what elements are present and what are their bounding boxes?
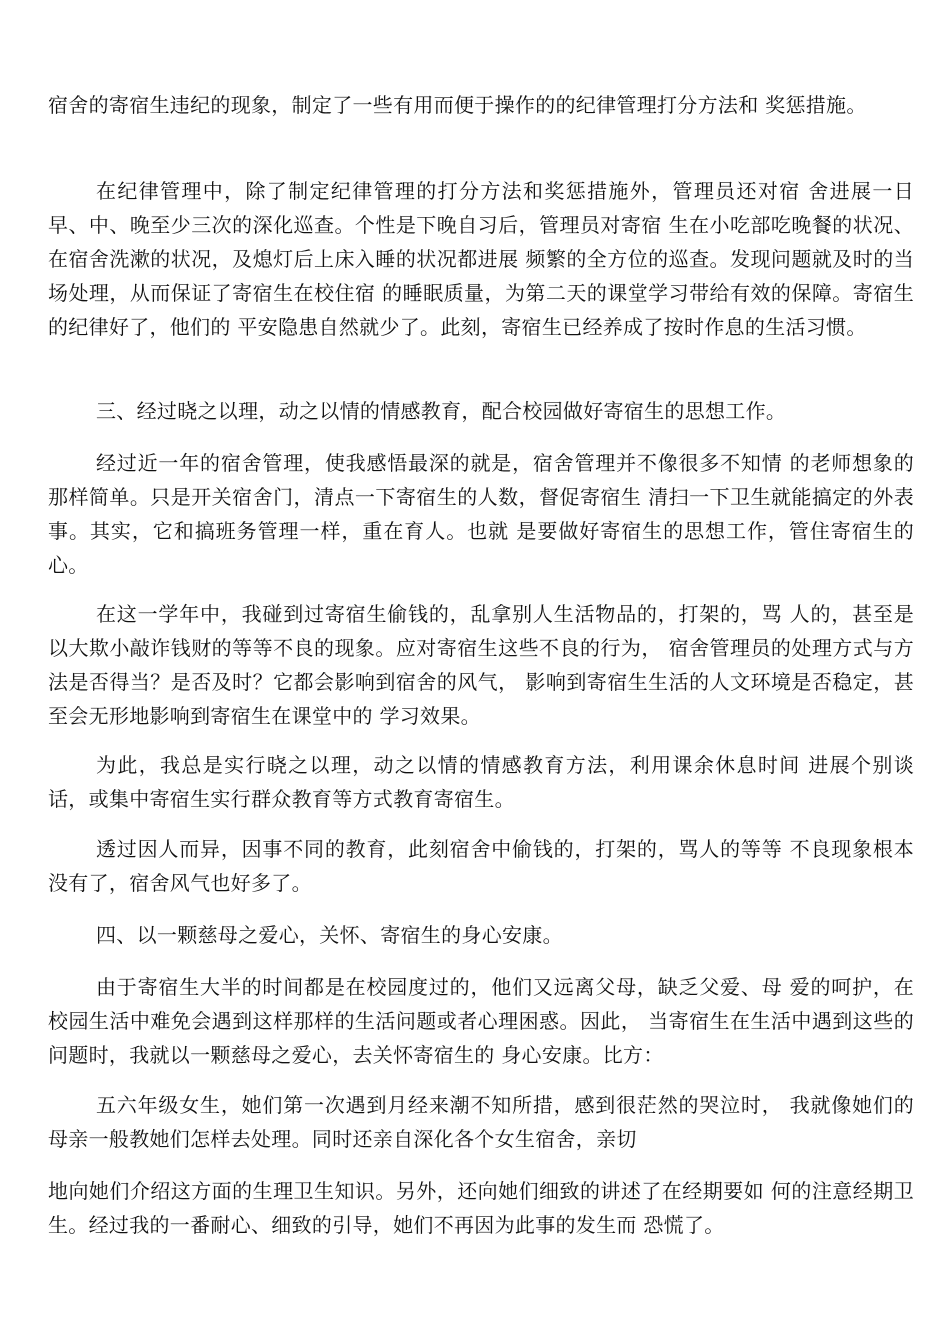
paragraph-hygiene-guidance: 地向她们介绍这方面的生理卫生知识。另外，还向她们细致的讲述了在经期要如 何的注意经期卫生。经过我的一番耐心、细致的引导，她们不再因为此事的发生而 恐慌了。 (48, 1179, 914, 1237)
paragraph-management-insight: 经过近一年的宿舍管理，使我感悟最深的就是，宿舍管理并不像很多不知情 的老师想象的那样简单。只是开关宿舍门，清点一下寄宿生的人数，督促寄宿生 清扫一下卫生就能搞定的外表事。其实，它和搞班务管理一样，重在育人。也就 是要做好寄宿生的思想工作，管住寄宿生的心。 (48, 451, 914, 577)
paragraph-education-method: 为此，我总是实行晓之以理，动之以情的情感教育方法，利用课余休息时间 进展个别谈话，或集中寄宿生实行群众教育等方式教育寄宿生。 (48, 753, 914, 811)
heading-section-four: 四、以一颗慈母之爱心，关怀、寄宿生的身心安康。 (96, 923, 563, 947)
paragraph-discipline-patrol: 在纪律管理中，除了制定纪律管理的打分方法和奖惩措施外，管理员还对宿 舍进展一日早、中、晚至少三次的深化巡查。个性是下晚自习后，管理员对寄宿 生在小吃部吃晚餐的状况、在宿舍洗漱的状况，及熄灯后上床入睡的状况都进展 频繁的全方位的巡查。发现问题就及时的当场处理，从而保证了寄宿生在校住宿 的睡眠质量，为第二天的课堂学习带给有效的保障。寄宿生的纪律好了，他们的 平安隐患自然就少了。此刻，寄宿生已经养成了按时作息的生活习惯。 (48, 179, 914, 339)
paragraph-girls-example: 五六年级女生，她们第一次遇到月经来潮不知所措，感到很茫然的哭泣时， 我就像她们的母亲一般教她们怎样去处理。同时还亲自深化各个女生宿舍，亲切 (48, 1093, 914, 1151)
heading-section-three: 三、经过晓之以理，动之以情的情感教育，配合校园做好寄宿生的思想工作。 (96, 399, 787, 423)
paragraph-education-result: 透过因人而异，因事不同的教育，此刻宿舍中偷钱的，打架的，骂人的等等 不良现象根本没有了，宿舍风气也好多了。 (48, 837, 914, 895)
paragraph-motherly-care: 由于寄宿生大半的时间都是在校园度过的，他们又远离父母，缺乏父爱、母 爱的呵护，在校园生活中难免会遇到这样那样的生活问题或者心理困惑。因此， 当寄宿生在生活中遇到这些的问题时，我就以一颗慈母之爱心，去关怀寄宿生的 身心安康。比方： (48, 975, 914, 1067)
paragraph-bad-behaviors: 在这一学年中，我碰到过寄宿生偷钱的，乱拿别人生活物品的，打架的，骂 人的，甚至是以大欺小敲诈钱财的等等不良的现象。应对寄宿生这些不良的行为， 宿舍管理员的处理方式与方法是否得当？是否及时？它都会影响到宿舍的风气， 影响到寄宿生生活的人文环境是否稳定，甚至会无形地影响到寄宿生在课堂中的 学习效果。 (48, 602, 914, 728)
paragraph-discipline-intro: 宿舍的寄宿生违纪的现象，制定了一些有用而便于操作的的纪律管理打分方法和 奖惩措施。 (48, 93, 867, 117)
